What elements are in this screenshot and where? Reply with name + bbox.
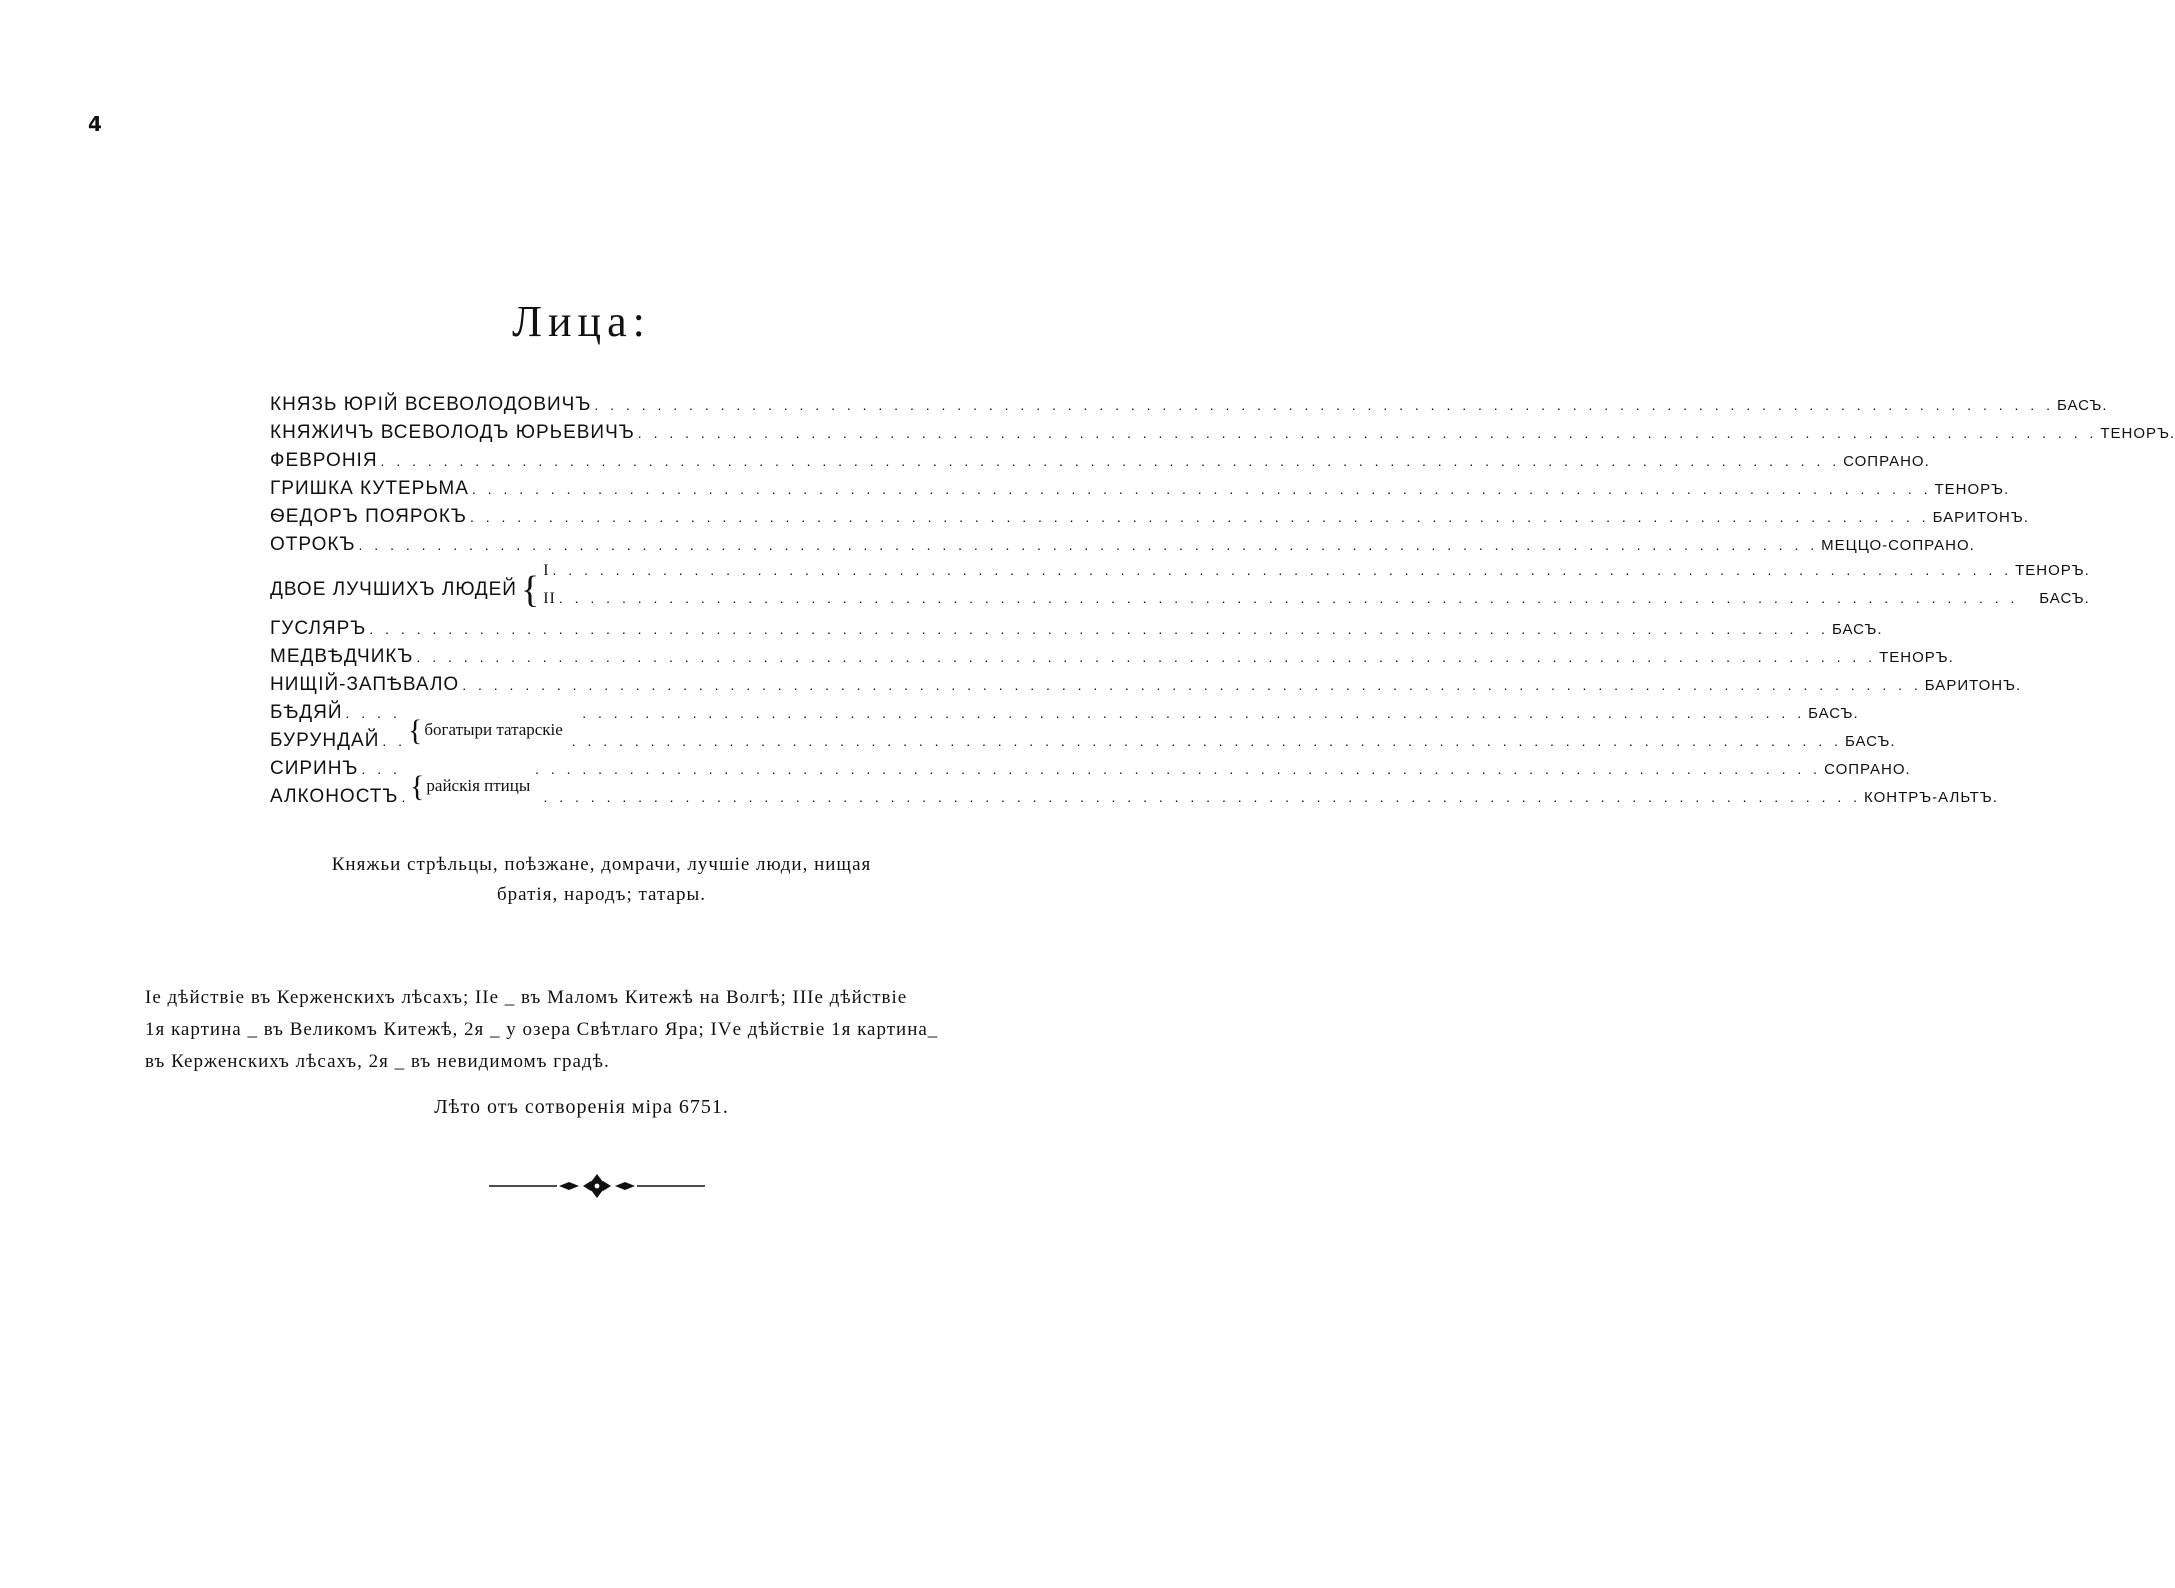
role-name: МЕДВѢДЧИКЪ [270, 646, 414, 667]
cast-row [270, 450, 1930, 478]
part-number: I [543, 562, 550, 579]
tatar-warriors-group [270, 702, 1896, 758]
leader-dots [369, 621, 1829, 637]
voice-type: СОПРАНО. [1843, 453, 1930, 470]
chorus-line: Княжьи стрѣльцы, поѣзжане, домрачи, лучшіе люди, нищая [331, 854, 872, 875]
brace-icon: { [408, 714, 423, 747]
cast-row [270, 646, 1954, 674]
cast-row [270, 674, 2022, 702]
leader-dots [462, 677, 1922, 693]
leader-dots [638, 425, 2098, 441]
role-name: ГУСЛЯРЪ [270, 618, 367, 639]
group-label-text: райскія птицы [426, 775, 531, 795]
role-name: ДВОЕ ЛУЧШИХЪ ЛЮДЕЙ [270, 579, 517, 600]
voice-type: БАСЪ. [1831, 621, 1883, 638]
brace-icon: { [410, 770, 425, 803]
voice-type: СОПРАНО. [1824, 761, 1911, 778]
role-name: СИРИНЪ [270, 758, 359, 779]
leader-dots [382, 733, 1842, 749]
page-title: Лица: [512, 297, 651, 346]
chorus-line: братія, народъ; татары. [497, 884, 706, 905]
page-number: 4 [88, 112, 102, 136]
leader-dots [416, 649, 1876, 665]
role-name: КНЯЖИЧЪ ВСЕВОЛОДЪ ЮРЬЕВИЧЪ [270, 422, 635, 443]
role-name: ѲЕДОРЪ ПОЯРОКЪ [270, 506, 467, 527]
leader-dots [553, 562, 2013, 578]
cast-row [270, 422, 2175, 450]
acts-line: Iе дѣйствіе въ Керженскихъ лѣсахъ; IIе _ въ Маломъ Китежѣ на Волгѣ; IIIе дѣйствіе [145, 987, 908, 1008]
leader-dots [401, 789, 1861, 805]
group-label [404, 716, 569, 746]
two-best-men-group [270, 562, 2090, 618]
role-name: НИЩІЙ-ЗАПѢВАЛО [270, 674, 460, 695]
voice-type: ТЕНОРЪ. [1934, 481, 2010, 498]
cast-list [270, 394, 2175, 814]
cast-row [270, 394, 2108, 422]
voice-type: БАСЪ. [1844, 733, 1896, 750]
ornament-divider-icon [487, 1172, 707, 1200]
cast-row [270, 702, 1859, 730]
voice-type: МЕЦЦО-СОПРАНО. [1821, 537, 1975, 554]
cast-row [270, 534, 1975, 562]
cast-row [543, 562, 2090, 590]
role-name: КНЯЗЬ ЮРІЙ ВСЕВОЛОДОВИЧЪ [270, 394, 592, 415]
voice-type: БАСЪ. [1808, 705, 1859, 722]
leader-dots [472, 481, 1932, 497]
cast-row [543, 590, 2090, 618]
voice-type: БАРИТОНЪ. [1924, 677, 2022, 694]
voice-type: БАСЪ. [2056, 397, 2108, 414]
cast-row [270, 758, 1911, 786]
leader-dots [559, 590, 2036, 606]
leader-dots [361, 761, 1821, 777]
chorus-list [0, 850, 1203, 910]
leader-dots [359, 537, 1819, 553]
cast-row [270, 618, 1883, 646]
voice-type: ТЕНОРЪ. [1879, 649, 1954, 666]
leader-dots [470, 509, 1930, 525]
voice-type: ТЕНОРЪ. [2100, 425, 2175, 442]
group-label-text: богатыри татарскіе [424, 719, 563, 739]
voice-type: БАРИТОНЪ. [1932, 509, 2029, 526]
brace-icon: { [520, 569, 540, 611]
paradise-birds-group [270, 758, 1998, 814]
acts-line: въ Керженскихъ лѣсахъ, 2я _ въ невидимомъ градѣ. [145, 1051, 610, 1072]
role-name: ОТРОКЪ [270, 534, 356, 555]
role-name: ФЕВРОНІЯ [270, 450, 378, 471]
acts-settings [145, 982, 1045, 1078]
cast-row [270, 730, 1896, 758]
acts-line: 1я картина _ въ Великомъ Китежѣ, 2я _ у озера Свѣтлаго Яра; IVе дѣйствіе 1я картина_ [145, 1019, 939, 1040]
role-name: АЛКОНОСТЪ [270, 786, 399, 807]
cast-row [270, 478, 2010, 506]
role-name: ГРИШКА КУТЕРЬМА [270, 478, 469, 499]
leader-dots [381, 453, 1841, 469]
year-line: Лѣто отъ сотворенія міра 6751. [434, 1096, 729, 1118]
voice-type: КОНТРЪ-АЛЬТЪ. [1864, 789, 1998, 806]
part-number: II [543, 590, 556, 607]
voice-type: БАСЪ. [2039, 590, 2090, 607]
role-name: БУРУНДАЙ [270, 730, 380, 751]
role-name: БѢДЯЙ [270, 702, 343, 723]
cast-row [270, 506, 2029, 534]
voice-type: ТЕНОРЪ. [2015, 562, 2090, 579]
leader-dots [594, 397, 2054, 413]
cast-row [270, 786, 1998, 814]
group-label [406, 772, 536, 802]
